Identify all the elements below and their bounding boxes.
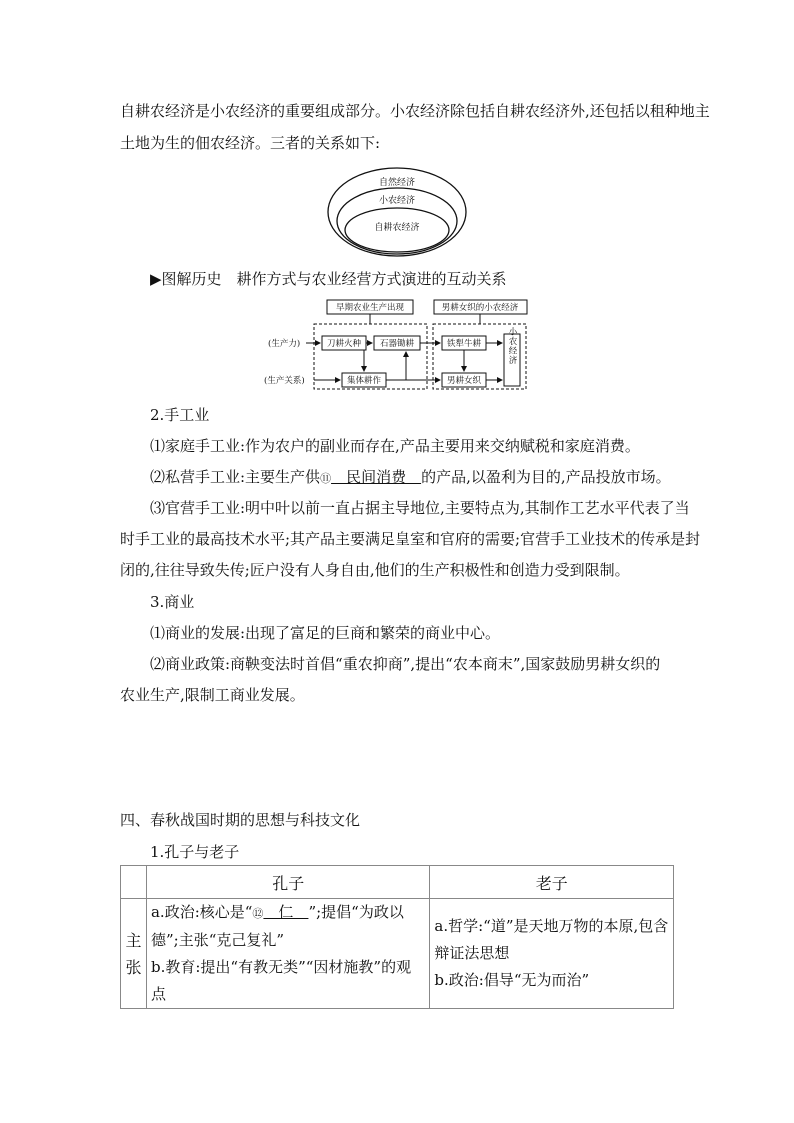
row-label-cell (121, 899, 147, 1009)
box-small-farmer-economy: 男耕女织的小农经济 (441, 303, 519, 313)
kongzi-line-1 (151, 899, 425, 927)
history-diagram-title: ▶图解历史 耕作方式与农业经营方式演进的互动关系 (150, 270, 507, 288)
box-iron-plow: 铁犁牛耕 (446, 339, 482, 349)
label-productivity: (生产力) (268, 339, 301, 349)
kongzi-line-1-pre: a.政治:核心是“ (150, 903, 253, 921)
table-header-row (121, 866, 674, 899)
box-men-plow-women-weave: 男耕女织 (446, 376, 482, 386)
section-4-title: 四、春秋战国时期的思想与科技文化 (120, 811, 361, 829)
row-label-char-2: 张 (125, 957, 142, 977)
laozi-line-2: 辩证法思想 (434, 944, 510, 962)
table-row (121, 899, 674, 1009)
table-header-kongzi: 孔子 (146, 866, 429, 899)
commerce-item-2-line-1: ⑵商业政策:商鞅变法时首倡“重农抑商”,提出“农本商末”,国家鼓励男耕女织的 (150, 655, 661, 673)
ellipse-label-middle: 小农经济 (378, 196, 416, 206)
comparison-table (120, 865, 674, 1009)
kongzi-line-1-post: ”;提倡“为政以 (308, 903, 404, 921)
commerce-item-1: ⑴商业的发展:出现了富足的巨商和繁荣的商业中心。 (150, 624, 501, 642)
laozi-cell (430, 899, 674, 1009)
kongzi-line-4: 点 (150, 985, 166, 1003)
box-stone-tools: 石器锄耕 (379, 339, 415, 349)
box-collective-farming: 集体耕作 (346, 376, 382, 386)
intro-line-1: 自耕农经济是小农经济的重要组成部分。小农经济除包括自耕农经济外,还包括以租种地主 (120, 102, 710, 120)
laozi-line-1: a.哲学:“道”是天地万物的本原,包含 (434, 917, 669, 935)
handicraft-item-2-post: 的产品,以盈利为目的,产品投放市场。 (421, 468, 671, 486)
handicraft-item-3-line-3: 闭的,往往导致失传;匠户没有人身自由,他们的生产积极性和创造力受到限制。 (120, 561, 630, 579)
circled-number-12: ⑫ (252, 907, 264, 920)
kongzi-line-3: b.教育:提出“有教无类”“因材施教”的观 (150, 958, 412, 976)
commerce-item-2-line-2: 农业生产,限制工商业发展。 (120, 686, 305, 704)
flow-diagram (262, 296, 534, 396)
kongzi-cell (146, 899, 429, 1009)
handicraft-item-2-pre: ⑵私营手工业:主要生产供 (150, 468, 321, 486)
section-4-subtitle: 1.孔子与老子 (150, 843, 240, 861)
laozi-line-3: b.政治:倡导“无为而治” (434, 971, 590, 989)
ellipse-label-outer: 自然经济 (378, 178, 416, 188)
table-header-laozi: 老子 (430, 866, 674, 899)
ellipse-diagram (326, 166, 468, 258)
handicraft-item-3-line-1: ⑶官营手工业:明中叶以前一直占据主导地位,主要特点为,其制作工艺水平代表了当 (150, 499, 690, 517)
commerce-heading: 3.商业 (150, 593, 195, 611)
table-corner-cell (121, 866, 147, 899)
ellipse-label-inner: 自耕农经济 (374, 223, 420, 233)
circled-number-11: ⑪ (320, 472, 332, 485)
handicraft-item-1: ⑴家庭手工业:作为农户的副业而存在,产品主要用来交纳赋税和家庭消费。 (150, 437, 640, 455)
box-early-agriculture: 早期农业生产出现 (335, 303, 405, 313)
kongzi-line-2: 德”;主张“克己复礼” (150, 931, 285, 949)
answer-blank-11: 民间消费 (331, 468, 422, 486)
handicraft-heading: 2.手工业 (150, 406, 210, 424)
intro-line-2: 土地为生的佃农经济。三者的关系如下: (120, 134, 381, 152)
row-label-char-1: 主 (125, 930, 142, 950)
answer-blank-12: 仁 (263, 903, 309, 921)
box-small-farmer-vertical: 小农经济 (507, 327, 517, 365)
box-slash-and-burn: 刀耕火种 (326, 339, 362, 349)
label-production-relations: (生产关系) (264, 376, 305, 386)
handicraft-item-3-line-2: 时手工业的最高技术水平;其产品主要满足皇室和官府的需要;官营手工业技术的传承是封 (120, 530, 701, 548)
handicraft-item-2 (150, 467, 671, 489)
